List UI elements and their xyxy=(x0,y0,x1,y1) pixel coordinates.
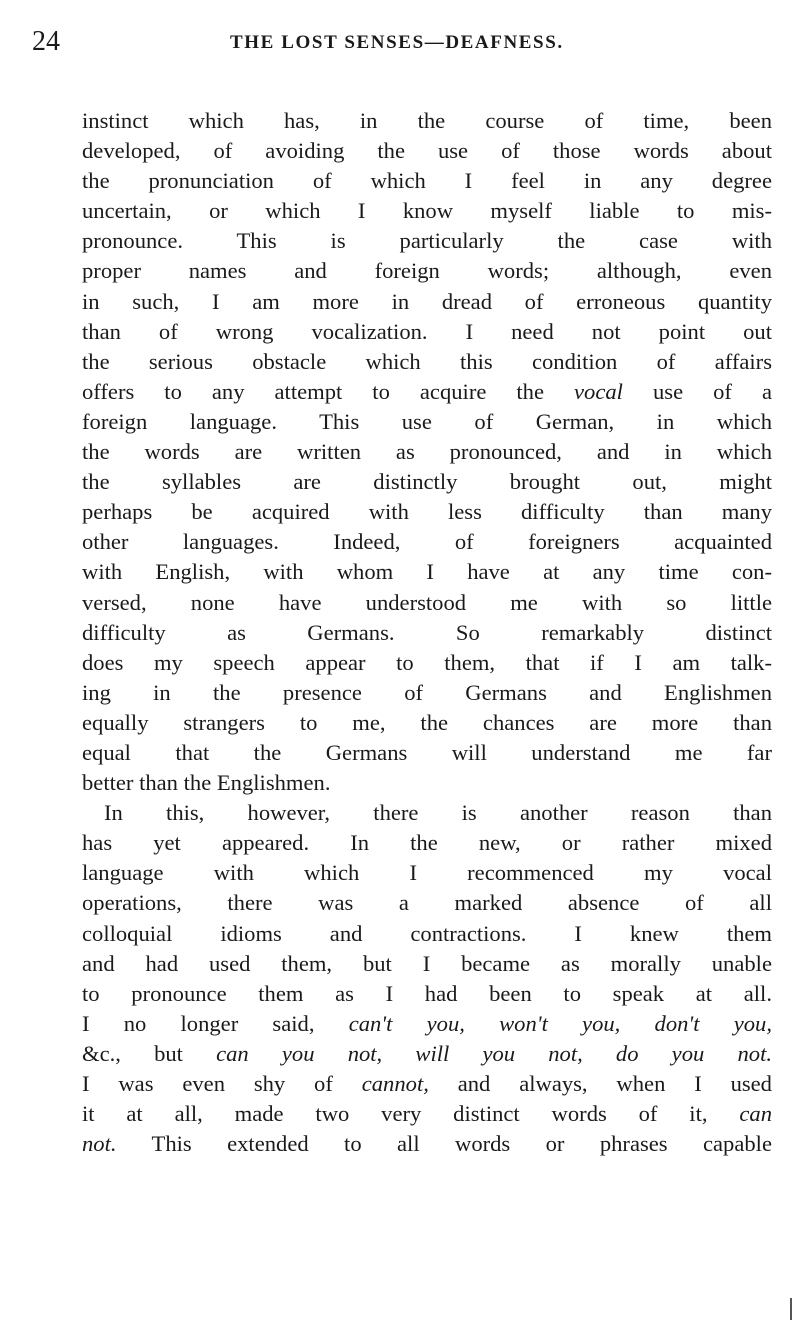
text-line: operations, there was a marked absence of all xyxy=(82,890,772,916)
margin-mark xyxy=(790,1298,792,1320)
text-segment: &c., but xyxy=(82,1040,183,1066)
text-line: In this, however, there is another reason than xyxy=(104,800,772,826)
text-line: the words are written as pronounced, and in which xyxy=(82,439,772,465)
text-line: does my speech appear to them, that if I am talk- xyxy=(82,649,772,675)
text-line xyxy=(82,1099,772,1129)
text-line xyxy=(82,377,772,407)
text-line: versed, none have understood me with so little xyxy=(82,589,772,615)
text-segment: I no longer said, xyxy=(82,1010,315,1036)
text-line: has yet appeared. In the new, or rather mixed xyxy=(82,830,772,856)
text-line: language with which I recommenced my vocal xyxy=(82,860,772,886)
text-line: pronounce. This is particularly the case with xyxy=(82,228,772,254)
text-line: in such, I am more in dread of erroneous quantity xyxy=(82,288,772,314)
text-segment: offers to any attempt to acquire the xyxy=(82,378,544,404)
text-segment: use of a xyxy=(653,378,773,404)
running-title: THE LOST SENSES—DEAFNESS. xyxy=(230,32,564,53)
text-line: the pronunciation of which I feel in any degree xyxy=(82,168,772,194)
text-line: equal that the Germans will understand me far xyxy=(82,739,772,765)
text-line: the syllables are distinctly brought out, might xyxy=(82,469,772,495)
text-segment: This extended to all words or phrases capable xyxy=(151,1131,772,1157)
text-line xyxy=(82,1069,772,1099)
text-line: than of wrong vocalization. I need not point out xyxy=(82,318,772,344)
text-line: developed, of avoiding the use of those words about xyxy=(82,138,772,164)
text-line: instinct which has, in the course of time, been xyxy=(82,108,772,133)
text-segment: it at all, made two very distinct words of it, xyxy=(82,1101,708,1127)
text-line: foreign language. This use of German, in which xyxy=(82,408,772,434)
text-segment: I was even shy of xyxy=(82,1071,333,1096)
text-line: perhaps be acquired with less difficulty than many xyxy=(82,499,772,525)
text-line: uncertain, or which I know myself liable to mis- xyxy=(82,198,772,224)
text-line: and had used them, but I became as morally unable xyxy=(82,950,772,976)
text-line: ing in the presence of Germans and Englishmen xyxy=(82,679,772,705)
italic-text: can't you, won't you, don't you, xyxy=(348,1010,772,1036)
text-line: the serious obstacle which this condition of affairs xyxy=(82,348,772,374)
text-line: equally strangers to me, the chances are more than xyxy=(82,709,772,735)
body-text xyxy=(82,106,772,1159)
text-line xyxy=(82,1039,772,1069)
italic-text: can you not, will you not, do you not. xyxy=(216,1040,772,1066)
page-number: 24 xyxy=(32,26,60,57)
italic-text: not. xyxy=(82,1131,117,1157)
text-line: with English, with whom I have at any time con- xyxy=(82,559,772,585)
text-line xyxy=(82,1009,772,1039)
text-line xyxy=(82,1129,772,1159)
page-header xyxy=(0,26,800,66)
text-line: difficulty as Germans. So remarkably distinct xyxy=(82,619,772,645)
text-line: better than the Englishmen. xyxy=(82,770,331,796)
text-line: colloquial idioms and contractions. I knew them xyxy=(82,920,772,946)
text-line: to pronounce them as I had been to speak at all. xyxy=(82,980,772,1006)
text-line: proper names and foreign words; although, even xyxy=(82,258,772,284)
italic-text: vocal xyxy=(574,378,623,404)
italic-text: cannot, xyxy=(361,1071,429,1096)
italic-text: can xyxy=(739,1101,772,1127)
text-segment: and always, when I used xyxy=(457,1071,772,1096)
text-line: other languages. Indeed, of foreigners acquainted xyxy=(82,529,772,555)
